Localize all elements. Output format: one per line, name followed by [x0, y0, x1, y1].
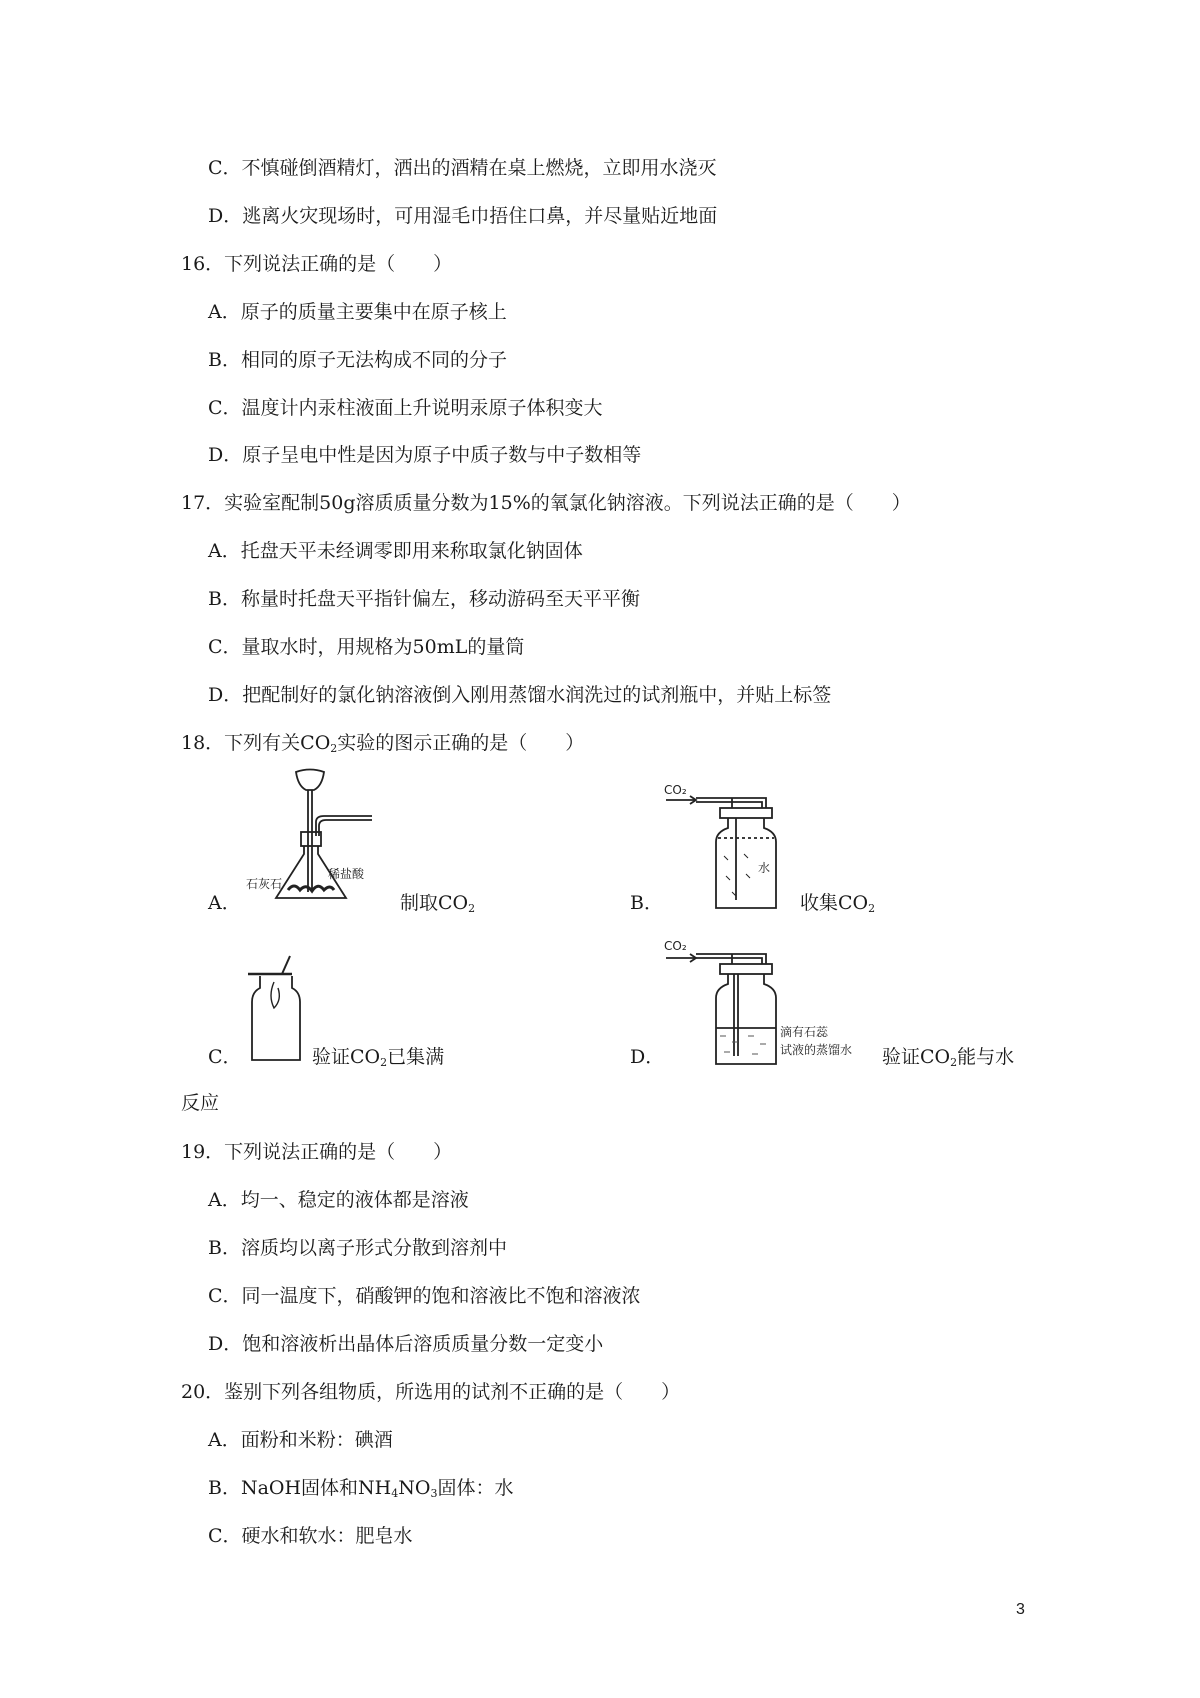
q18-figure-b-label-water: 水 [758, 861, 771, 875]
q18-option-b-caption: 收集$CO_2$ [800, 892, 876, 915]
q16-option-a: A．原子的质量主要集中在原子核上 [208, 301, 507, 323]
q20-stem: 20．鉴别下列各组物质，所选用的试剂不正确的是（ ） [181, 1381, 681, 1403]
q19-option-c: C．同一温度下，硝酸钾的饱和溶液比不饱和溶液浓 [208, 1285, 641, 1307]
q18-option-d-letter: D． [630, 1046, 665, 1068]
q17-stem: 17．实验室配制50g溶质质量分数为15%的氧氯化钠溶液。下列说法正确的是（ ） [181, 492, 911, 514]
q18-option-d-caption-wrap: 反应 [181, 1093, 220, 1114]
q18-figure-d-label-litmus-2: 试液的蒸馏水 [780, 1043, 853, 1057]
q18-option-a-letter: A． [208, 892, 241, 914]
q18-figure-c [244, 952, 310, 1064]
q20-option-a: A．面粉和米粉：碘酒 [208, 1429, 393, 1451]
q18-stem: 18．下列有关$CO_2$实验的图示正确的是（ ） [181, 732, 585, 755]
q18-figure-d-label-gas: CO₂ [664, 939, 687, 953]
q19-option-b: B．溶质均以离子形式分散到溶剂中 [208, 1237, 507, 1259]
q16-option-c: C．温度计内汞柱液面上升说明汞原子体积变大 [208, 397, 603, 419]
q18-figure-b-label-gas: CO₂ [664, 783, 687, 797]
q18-option-b-letter: B． [630, 892, 663, 914]
q18-option-d-caption: 验证$CO_2$能与水 [882, 1046, 1015, 1069]
q19-option-d: D．饱和溶液析出晶体后溶质质量分数一定变小 [208, 1333, 604, 1355]
q18-figure-a [244, 768, 376, 908]
q17-option-b: B．称量时托盘天平指针偏左，移动游码至天平平衡 [208, 588, 640, 610]
q16-option-b: B．相同的原子无法构成不同的分子 [208, 349, 507, 371]
q17-option-a: A．托盘天平未经调零即用来称取氯化钠固体 [208, 540, 583, 562]
q16-option-d: D．原子呈电中性是因为原子中质子数与中子数相等 [208, 444, 642, 466]
page-number: 3 [1016, 1601, 1025, 1618]
q18-figure-d-label-litmus-1: 滴有石蕊 [780, 1025, 829, 1039]
q19-stem: 19．下列说法正确的是（ ） [181, 1141, 453, 1163]
q19-option-a: A．均一、稳定的液体都是溶液 [208, 1189, 469, 1211]
q18-figure-a-label-limestone: 石灰石 [246, 877, 283, 891]
q20-option-c: C．硬水和软水：肥皂水 [208, 1525, 413, 1547]
q20-option-b: B．NaOH固体和$NH_4NO_3$固体：水 [208, 1477, 514, 1500]
q18-option-c-caption: 验证$CO_2$已集满 [312, 1046, 445, 1069]
q18-figure-d [662, 932, 882, 1068]
q16-stem: 16．下列说法正确的是（ ） [181, 253, 453, 275]
q18-figure-b [662, 776, 798, 912]
q18-option-a-caption: 制取$CO_2$ [400, 892, 476, 915]
q17-option-d: D．把配制好的氯化钠溶液倒入刚用蒸馏水润洗过的试剂瓶中，并贴上标签 [208, 684, 832, 706]
q17-option-c: C．量取水时，用规格为50mL的量筒 [208, 636, 525, 658]
q15-option-c: C．不慎碰倒酒精灯，洒出的酒精在桌上燃烧，立即用水浇灭 [208, 157, 717, 179]
q15-option-d: D．逃离火灾现场时，可用湿毛巾捂住口鼻，并尽量贴近地面 [208, 205, 718, 227]
q18-option-c-letter: C． [208, 1046, 242, 1068]
q18-figure-a-label-acid: 稀盐酸 [328, 867, 365, 881]
